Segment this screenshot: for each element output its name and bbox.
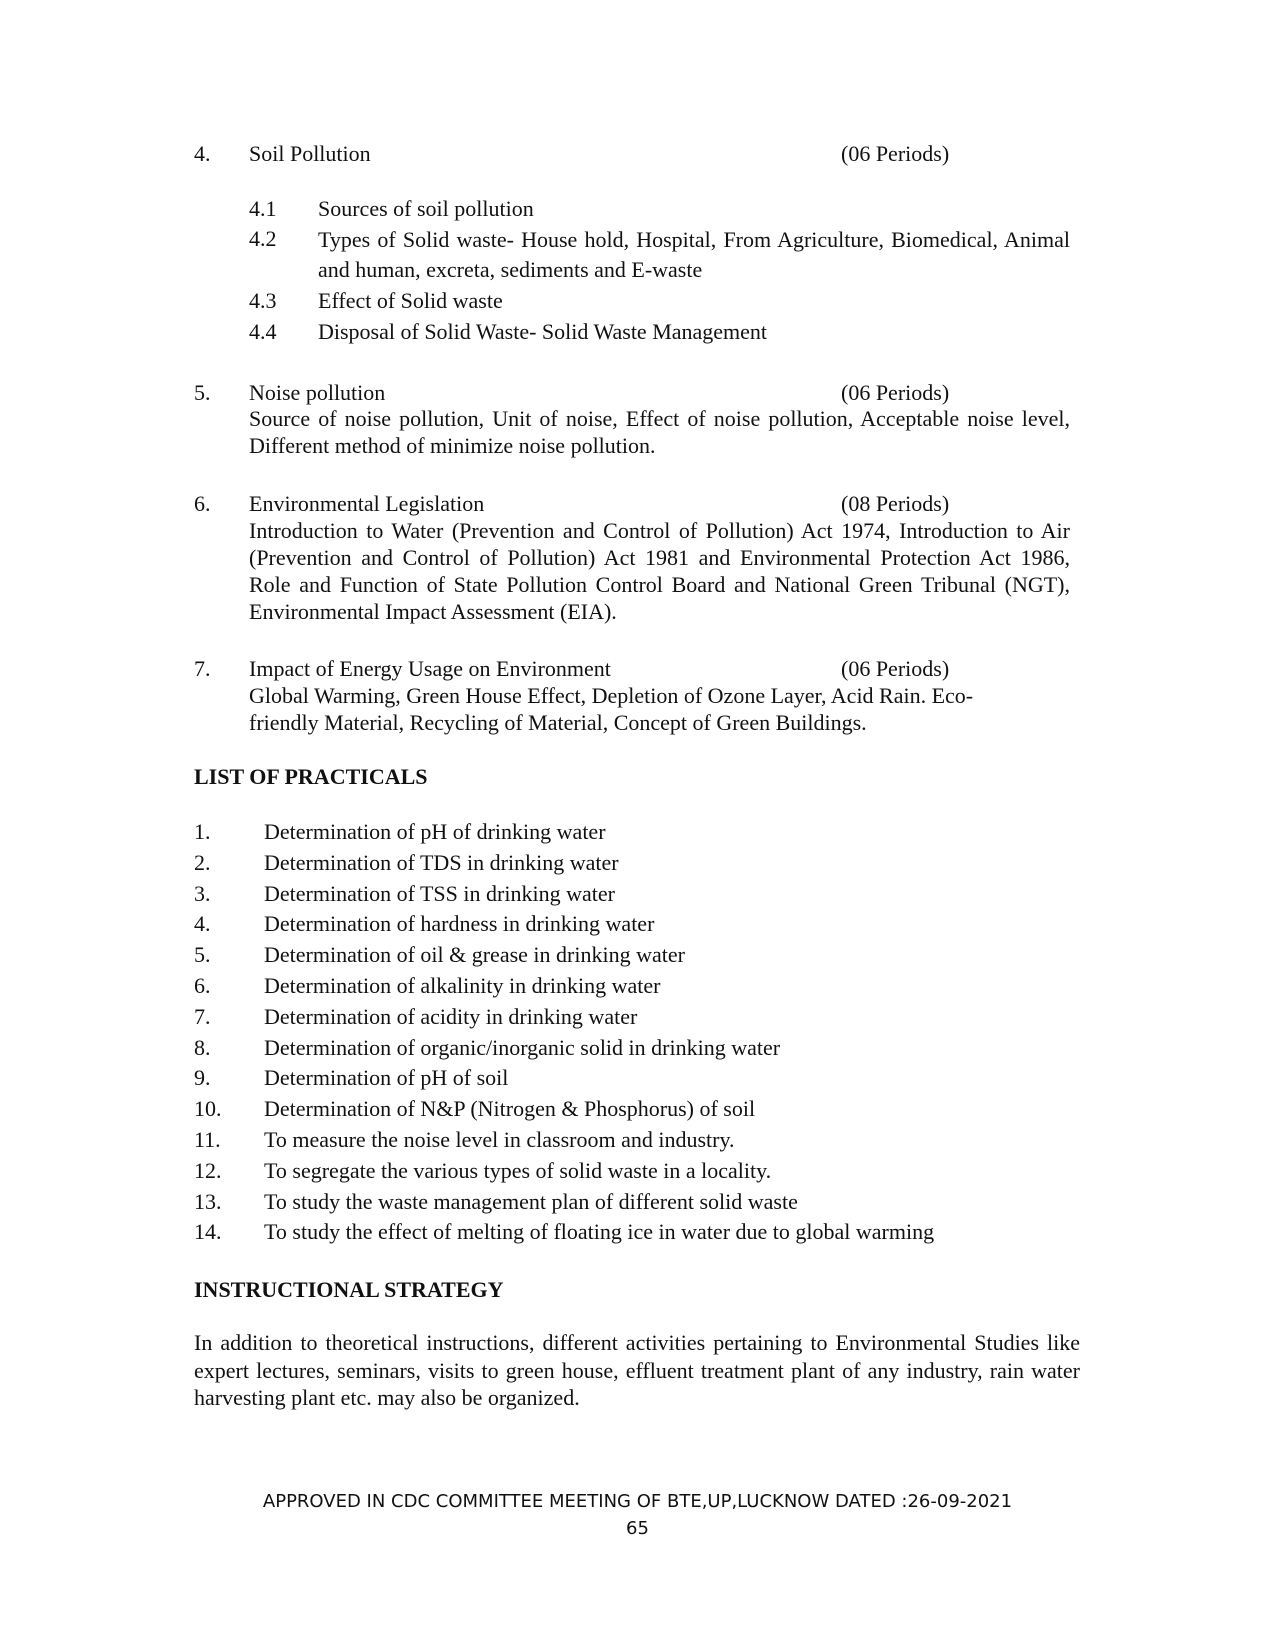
practical-item: Determination of organic/inorganic solid in drinking water [264,1034,781,1060]
practical-item: To segregate the various types of solid waste in a locality. [264,1157,772,1183]
strategy-body: In addition to theoretical instructions, different activities pertaining to Environmental Studies like expert lectures, seminars, visits to green house, effluent treatment plant of any industry, rain water harvesting plant etc. may also be organized. [194,1330,1080,1410]
section-periods: (06 Periods) [841,141,950,166]
practical-number: 4. [194,911,211,937]
practical-item: Determination of N&P (Nitrogen & Phosphorus) of soil [264,1096,756,1122]
practical-item: Determination of pH of soil [264,1065,509,1091]
practical-number: 7. [194,1003,211,1029]
section-title: Noise pollution [249,380,386,405]
practical-number: 12. [194,1157,222,1183]
practical-number: 1. [194,819,211,844]
section-body-line: friendly Material, Recycling of Material, Concept of Green Buildings. [249,710,867,735]
section-number: 4. [194,141,211,166]
section-body: Introduction to Water (Prevention and Control of Pollution) Act 1974, Introduction to Air (Prevention and Control of Pollution) Act 1981 and Environmental Protection Act 1986, Role and Function of State Pollution Control Board and National Green Tribunal (NGT), Environmental Impact Assessment (EIA). [249,518,1070,624]
subitem-text: Effect of Solid waste [318,288,503,313]
section-periods: (06 Periods) [841,656,950,681]
subitem-text: Sources of soil pollution [318,196,534,221]
section-periods: (06 Periods) [841,380,950,405]
practical-item: Determination of hardness in drinking water [264,911,655,937]
section-title: Environmental Legislation [249,491,485,516]
practical-number: 10. [194,1096,222,1122]
practical-number: 11. [194,1127,221,1152]
practicals-heading: LIST OF PRACTICALS [194,764,428,789]
practical-item: To study the waste management plan of different solid waste [264,1188,798,1214]
practical-item: To measure the noise level in classroom and industry. [264,1127,735,1152]
page-number: 65 [626,1518,649,1539]
section-title: Soil Pollution [249,141,371,166]
practical-number: 14. [194,1219,222,1245]
section-number: 7. [194,656,211,681]
practical-number: 2. [194,849,211,875]
practical-number: 9. [194,1065,211,1091]
practical-number: 6. [194,973,211,998]
subitem-number: 4.2 [249,226,277,251]
practical-number: 3. [194,880,211,906]
practical-item: Determination of alkalinity in drinking water [264,973,661,998]
section-number: 6. [194,491,211,516]
practical-item: Determination of pH of drinking water [264,819,606,844]
practical-item: Determination of acidity in drinking water [264,1003,638,1029]
section-periods: (08 Periods) [841,491,950,516]
approval-footer: APPROVED IN CDC COMMITTEE MEETING OF BTE,UP,LUCKNOW DATED :26-09-2021 [262,1491,1013,1512]
practical-item: Determination of TSS in drinking water [264,880,615,906]
subitem-text: Disposal of Solid Waste- Solid Waste Management [318,319,768,344]
subitem-number: 4.3 [249,288,277,313]
practical-item: To study the effect of melting of floating ice in water due to global warming [264,1219,935,1245]
practical-number: 8. [194,1034,211,1060]
practical-item: Determination of TDS in drinking water [264,849,619,875]
section-body: Source of noise pollution, Unit of noise, Effect of noise pollution, Acceptable noise level, Different method of minimize noise pollution. [249,406,1070,458]
practical-item: Determination of oil & grease in drinking water [264,942,685,968]
section-number: 5. [194,380,211,405]
strategy-heading: INSTRUCTIONAL STRATEGY [194,1277,504,1302]
subitem-number: 4.1 [249,196,277,221]
section-body-line: Global Warming, Green House Effect, Depletion of Ozone Layer, Acid Rain. Eco- [249,683,974,708]
practical-number: 13. [194,1188,222,1214]
subitem-text: Types of Solid waste- House hold, Hospital, From Agriculture, Biomedical, Animal and human, excreta, sediments and E-waste [318,227,1070,282]
subitem-number: 4.4 [249,319,277,344]
section-title: Impact of Energy Usage on Environment [249,656,611,681]
practical-number: 5. [194,942,211,968]
